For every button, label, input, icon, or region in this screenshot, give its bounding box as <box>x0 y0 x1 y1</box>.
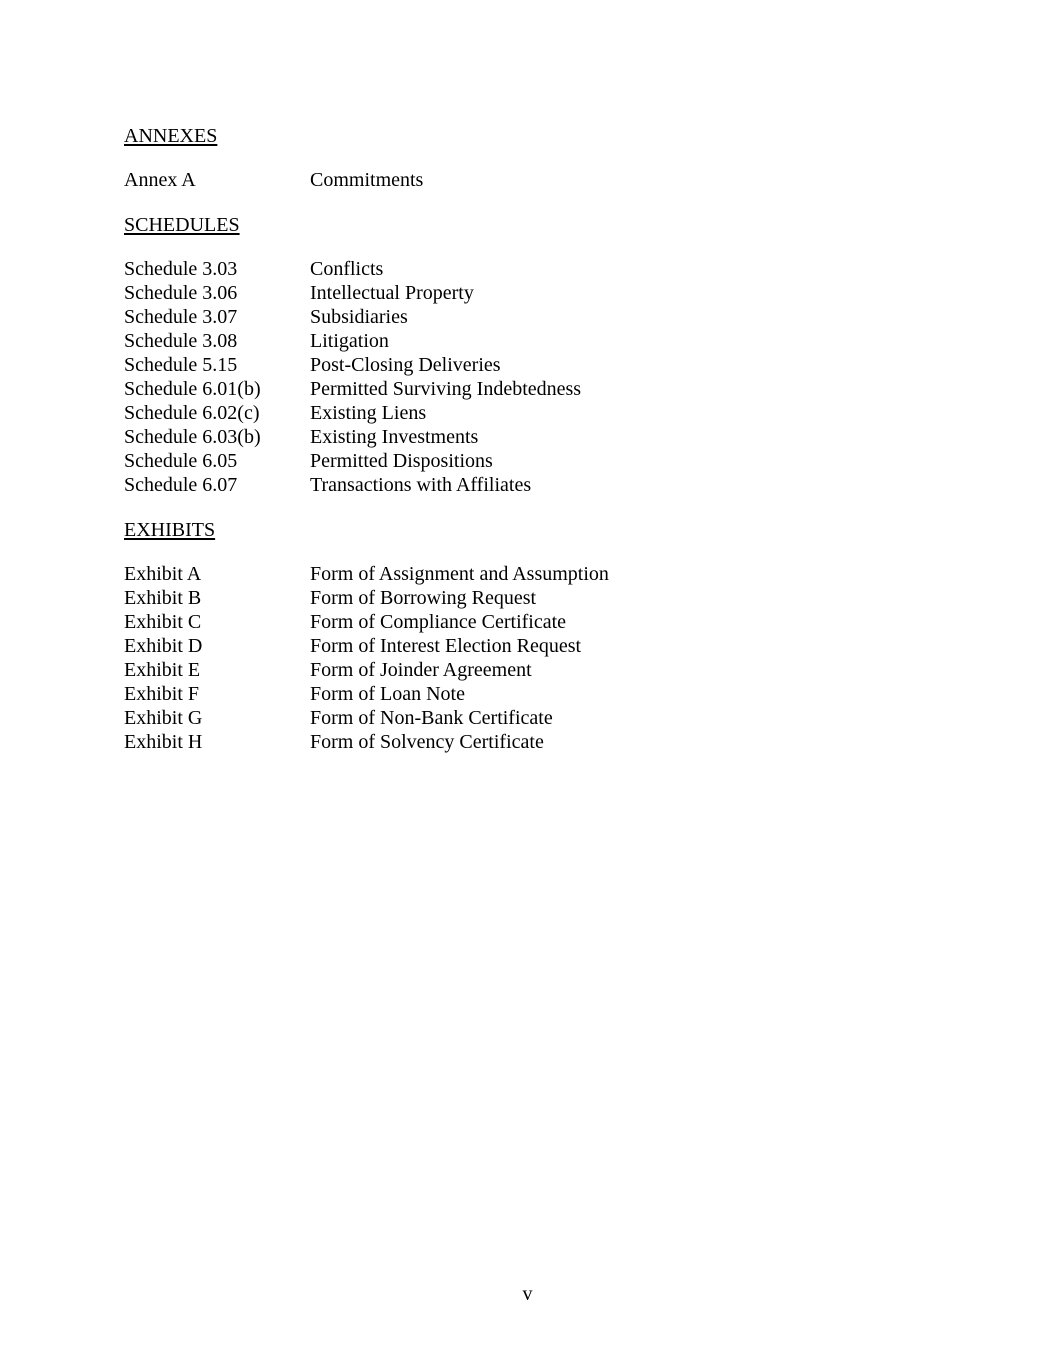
schedule-description: Transactions with Affiliates <box>310 474 532 496</box>
schedule-description: Existing Liens <box>310 402 427 424</box>
exhibit-description: Form of Non-Bank Certificate <box>310 707 553 729</box>
exhibit-entry <box>124 682 924 706</box>
schedule-description: Conflicts <box>310 258 384 280</box>
schedule-entry <box>124 401 924 425</box>
exhibit-entry <box>124 634 924 658</box>
schedule-label: Schedule 3.03 <box>124 258 238 280</box>
annexes-heading: ANNEXES <box>124 125 218 147</box>
exhibit-description: Form of Interest Election Request <box>310 635 582 657</box>
page-number: v <box>522 1283 533 1305</box>
schedules-heading: SCHEDULES <box>124 214 240 236</box>
schedule-label: Schedule 3.06 <box>124 282 238 304</box>
exhibit-description: Form of Assignment and Assumption <box>310 563 609 585</box>
schedule-entry <box>124 377 924 401</box>
schedule-entry <box>124 329 924 353</box>
exhibit-entry <box>124 706 924 730</box>
annex-entry <box>124 168 924 192</box>
exhibit-entry <box>124 610 924 634</box>
schedule-label: Schedule 6.02(c) <box>124 402 260 424</box>
exhibits-section <box>124 518 924 754</box>
exhibit-description: Form of Joinder Agreement <box>310 659 532 681</box>
schedule-entry <box>124 473 924 497</box>
exhibit-label: Exhibit F <box>124 683 200 705</box>
annexes-list <box>124 168 924 192</box>
exhibit-label: Exhibit E <box>124 659 201 681</box>
annex-label: Annex A <box>124 169 196 191</box>
schedule-description: Post-Closing Deliveries <box>310 354 501 376</box>
schedule-entry <box>124 425 924 449</box>
schedule-entry <box>124 449 924 473</box>
document-body <box>124 124 924 754</box>
exhibits-list <box>124 562 924 754</box>
schedule-description: Permitted Dispositions <box>310 450 493 472</box>
annexes-section <box>124 124 924 192</box>
schedule-description: Existing Investments <box>310 426 479 448</box>
exhibit-entry <box>124 586 924 610</box>
schedules-list <box>124 257 924 497</box>
exhibit-label: Exhibit G <box>124 707 203 729</box>
schedule-label: Schedule 6.07 <box>124 474 238 496</box>
schedules-section <box>124 213 924 497</box>
schedule-label: Schedule 6.01(b) <box>124 378 261 400</box>
exhibit-label: Exhibit D <box>124 635 203 657</box>
schedule-entry <box>124 353 924 377</box>
exhibit-entry <box>124 562 924 586</box>
schedule-label: Schedule 3.08 <box>124 330 238 352</box>
annex-description: Commitments <box>310 169 424 191</box>
exhibits-heading: EXHIBITS <box>124 519 216 541</box>
schedule-entry <box>124 257 924 281</box>
schedule-description: Intellectual Property <box>310 282 474 304</box>
exhibit-description: Form of Compliance Certificate <box>310 611 567 633</box>
schedule-label: Schedule 3.07 <box>124 306 238 328</box>
exhibit-description: Form of Loan Note <box>310 683 465 705</box>
exhibit-entry <box>124 730 924 754</box>
schedule-description: Subsidiaries <box>310 306 408 328</box>
exhibit-label: Exhibit H <box>124 731 203 753</box>
schedule-label: Schedule 5.15 <box>124 354 238 376</box>
exhibit-description: Form of Solvency Certificate <box>310 731 544 753</box>
exhibit-description: Form of Borrowing Request <box>310 587 537 609</box>
exhibit-label: Exhibit A <box>124 563 202 585</box>
schedule-description: Litigation <box>310 330 389 352</box>
exhibit-entry <box>124 658 924 682</box>
exhibit-label: Exhibit C <box>124 611 202 633</box>
schedule-label: Schedule 6.05 <box>124 450 238 472</box>
schedule-entry <box>124 281 924 305</box>
schedule-label: Schedule 6.03(b) <box>124 426 261 448</box>
exhibit-label: Exhibit B <box>124 587 202 609</box>
schedule-entry <box>124 305 924 329</box>
schedule-description: Permitted Surviving Indebtedness <box>310 378 582 400</box>
